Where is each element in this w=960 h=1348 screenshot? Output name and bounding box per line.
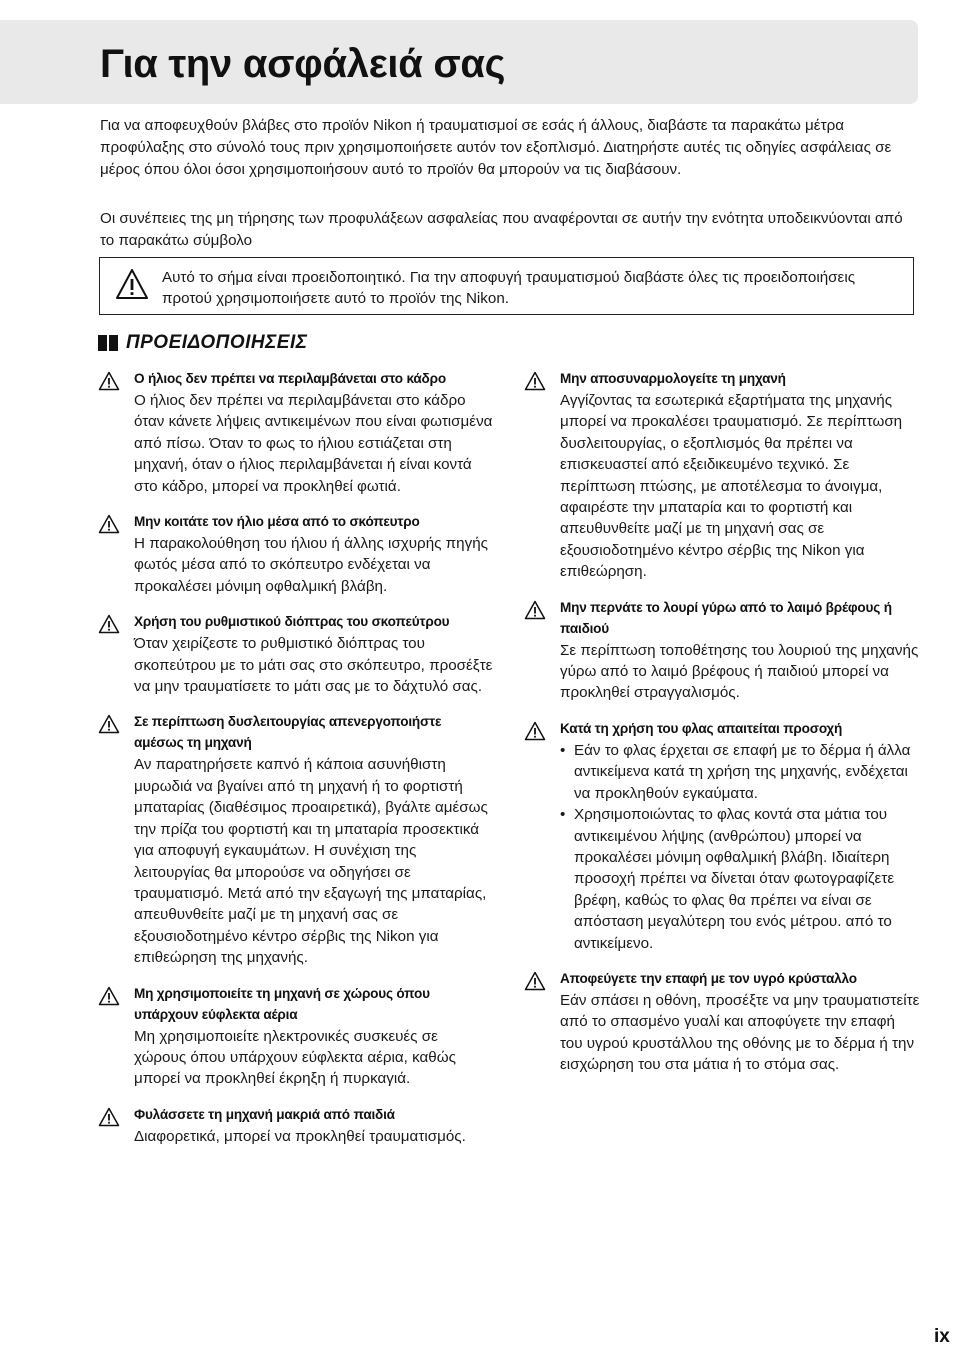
warning-item — [98, 1104, 493, 1147]
warning-triangle-icon — [524, 371, 546, 396]
warning-item-title: Μην αποσυναρμολογείτε τη μηχανή — [560, 371, 786, 386]
warning-item-title: Μη χρησιμοποιείτε τη μηχανή σε χώρους όπου υπάρχουν εύφλεκτα αέρια — [134, 985, 430, 1022]
warning-item-body: Αν παρατηρήσετε καπνό ή κάποια ασυνήθιστη μυρωδιά να βγαίνει από τη μηχανή ή το φορτιστή μπαταρίας (διαθέσιμος προαιρετικά), βγάλτε αμέσως την πρίζα του φορτιστή και τη μπαταρία προσεκτικά για αποφυγή εγκαυμάτων. Η συνέχιση της λειτουργίας θα μπορούσε να οδηγήσει σε τραυματισμό. Μετά από την εξαγωγή της μπαταρίας, απευθυνθείτε μαζί με τη μηχανή σας σε εξουσιοδοτημένο κέντρο σέρβις της Nikon για επιθεώρηση της μηχανής. — [134, 756, 488, 967]
bullet-item: • Εάν το φλας έρχεται σε επαφή με το δέρμα ή άλλα αντικείμενα κατά τη χρήση της μηχανής, ενδέχεται να προκληθούν εγκαύματα. — [560, 740, 920, 804]
warning-item-body: Σε περίπτωση τοποθέτησης του λουριού της μηχανής γύρω από το λαιμό βρέφους ή παιδιού μπορεί να προκληθεί στραγγαλισμός. — [560, 641, 919, 702]
warning-box-text: Αυτό το σήμα είναι προειδοποιητικό. Για την αποφυγή τραυματισμού διαβάστε όλες τις προειδοποιήσεις προτού χρησιμοποιήσετε αυτό το προϊόν της Nikon. — [162, 269, 856, 307]
warning-triangle-icon — [524, 971, 546, 996]
warning-item-body: Εάν σπάσει η οθόνη, προσέξτε να μην τραυματιστείτε από το σπασμένο γυαλί και αποφύγετε την επαφή του υγρού κρυστάλλου της οθόνης με το δέρμα ή την εισχώρηση του στα μάτια ή το στόμα σας. — [560, 991, 920, 1074]
right-column — [524, 368, 920, 1090]
warning-triangle-icon — [524, 721, 546, 746]
section-title: ΠΡΟΕΙΔΟΠΟΙΗΣΕΙΣ — [126, 332, 308, 353]
page-number: ix — [934, 1326, 950, 1347]
warning-item-body: Διαφορετικά, μπορεί να προκληθεί τραυματισμός. — [134, 1127, 466, 1145]
warning-item-body: Ο ήλιος δεν πρέπει να περιλαμβάνεται στο κάδρο όταν κάνετε λήψεις αντικειμένων που είναι φωτισμένα από πίσω. Όταν το φως το ήλιου εστιάζεται στη μηχανή, όταν ο ήλιος περιλαμβάνεται ή είναι κοντά στο κάδρο, μπορεί να προκληθεί φωτιά. — [134, 392, 493, 495]
warning-item-title: Χρήση του ρυθμιστικού διόπτρας του σκοπεύτρου — [134, 614, 450, 630]
warning-item-body: Αγγίζοντας τα εσωτερικά εξαρτήματα της μηχανής μπορεί να προκαλέσει τραυματισμό. Σε περίπτωση δυσλειτουργίας, ο εξοπλισμός θα πρέπει να επισκευαστεί από εξειδικευμένο τεχνικό. Σε περίπτωση πτώσης, με αποτέλεσμα το άνοιγμα, αφαιρέστε την μπαταρία και το φορτιστή και απευθυνθείτε μαζί με τη μηχανή σας σε εξουσιοδοτημένο κέντρο σέρβις της Nikon για επιθεώρηση. — [560, 392, 903, 581]
intro-paragraph-2: Οι συνέπειες της μη τήρησης των προφυλάξεων ασφαλείας που αναφέρονται σε αυτήν την ενότητα υποδεικνύονται από το παρακάτω σύμβολο — [100, 210, 903, 249]
warning-triangle-icon — [98, 371, 120, 396]
warning-item-title: Μην περνάτε το λουρί γύρω από το λαιμό βρέφους ή παιδιού — [560, 599, 892, 636]
warning-item-title: Αποφεύγετε την επαφή με τον υγρό κρύσταλλο — [560, 970, 857, 986]
warning-triangle-icon — [98, 986, 120, 1011]
warning-item-body: Η παρακολούθηση του ήλιου ή άλλης ισχυρής πηγής φωτός μέσα από το σκόπευτρο ενδέχεται να προκαλέσει μόνιμη οφθαλμική βλάβη. — [134, 535, 488, 595]
warning-item-title: Φυλάσσετε τη μηχανή μακριά από παιδιά — [134, 1106, 395, 1122]
warning-item-title: Ο ήλιος δεν πρέπει να περιλαμβάνεται στο κάδρο — [134, 371, 446, 386]
bullet-item: • Χρησιμοποιώντας το φλας κοντά στα μάτια του αντικειμένου λήψης (ανθρώπου) μπορεί να προκαλέσει μόνιμη οφθαλμική βλάβη. Ιδιαίτερη προσοχή πρέπει να δίνεται όταν φωτογραφίζετε βρέφη, καθώς το φλας θα πρέπει να είναι σε απόσταση μεγαλύτερη του ενός μέτρου. από το αντικείμενο. — [560, 804, 920, 954]
warning-item-title: Σε περίπτωση δυσλειτουργίας απενεργοποιήστε αμέσως τη μηχανή — [134, 714, 442, 751]
page-title: Για την ασφάλειά σας — [100, 42, 506, 86]
warning-item — [524, 597, 920, 704]
warning-item-body: Μη χρησιμοποιείτε ηλεκτρονικές συσκευές σε χώρους όπου υπάρχουν εύφλεκτα αέρια, καθώς μπορεί να προκληθεί έκρηξη ή πυρκαγιά. — [134, 1027, 456, 1088]
warning-item — [98, 511, 493, 597]
warning-item — [524, 368, 920, 583]
warning-item-body: Όταν χειρίζεστε το ρυθμιστικό διόπτρας του σκοπεύτρου με το μάτι σας στο σκόπευτρο, προσέξτε να μην τραυματίσετε το μάτι σας με το δάχτυλό σας. — [134, 635, 493, 696]
warning-item — [98, 368, 493, 497]
warning-item-title: Κατά τη χρήση του φλας απαιτείται προσοχή — [560, 720, 843, 736]
section-marker-icon — [98, 335, 120, 351]
warning-triangle-icon — [98, 614, 120, 639]
section-heading — [98, 330, 307, 356]
warning-item-title: Μην κοιτάτε τον ήλιο μέσα από το σκόπευτρο — [134, 514, 420, 530]
warning-triangle-icon — [98, 714, 120, 739]
warning-item — [98, 711, 493, 968]
warning-triangle-icon — [98, 514, 120, 539]
bullet-list — [560, 740, 920, 954]
warning-triangle-icon — [98, 1107, 120, 1132]
warning-item — [98, 611, 493, 697]
left-column — [98, 368, 493, 1161]
intro-paragraph-1: Για να αποφευχθούν βλάβες στο προϊόν Nikon ή τραυματισμοί σε εσάς ή άλλους, διαβάστε τα παρακάτω μέτρα προφύλαξης στο σύνολό τους πριν χρησιμοποιήσετε αυτόν τον εξοπλισμό. Διατηρήστε αυτές τις οδηγίες ασφάλειας σε μέρος όπου όλοι όσοι χρησιμοποιήσουν αυτό το προϊόν θα μπορούν να τις διαβάσουν. — [100, 117, 892, 178]
warning-symbol-box — [99, 257, 914, 315]
warning-item — [98, 983, 493, 1090]
warning-item — [524, 968, 920, 1076]
warning-triangle-icon — [115, 268, 149, 305]
warning-triangle-icon — [524, 600, 546, 625]
warning-item — [524, 718, 920, 954]
